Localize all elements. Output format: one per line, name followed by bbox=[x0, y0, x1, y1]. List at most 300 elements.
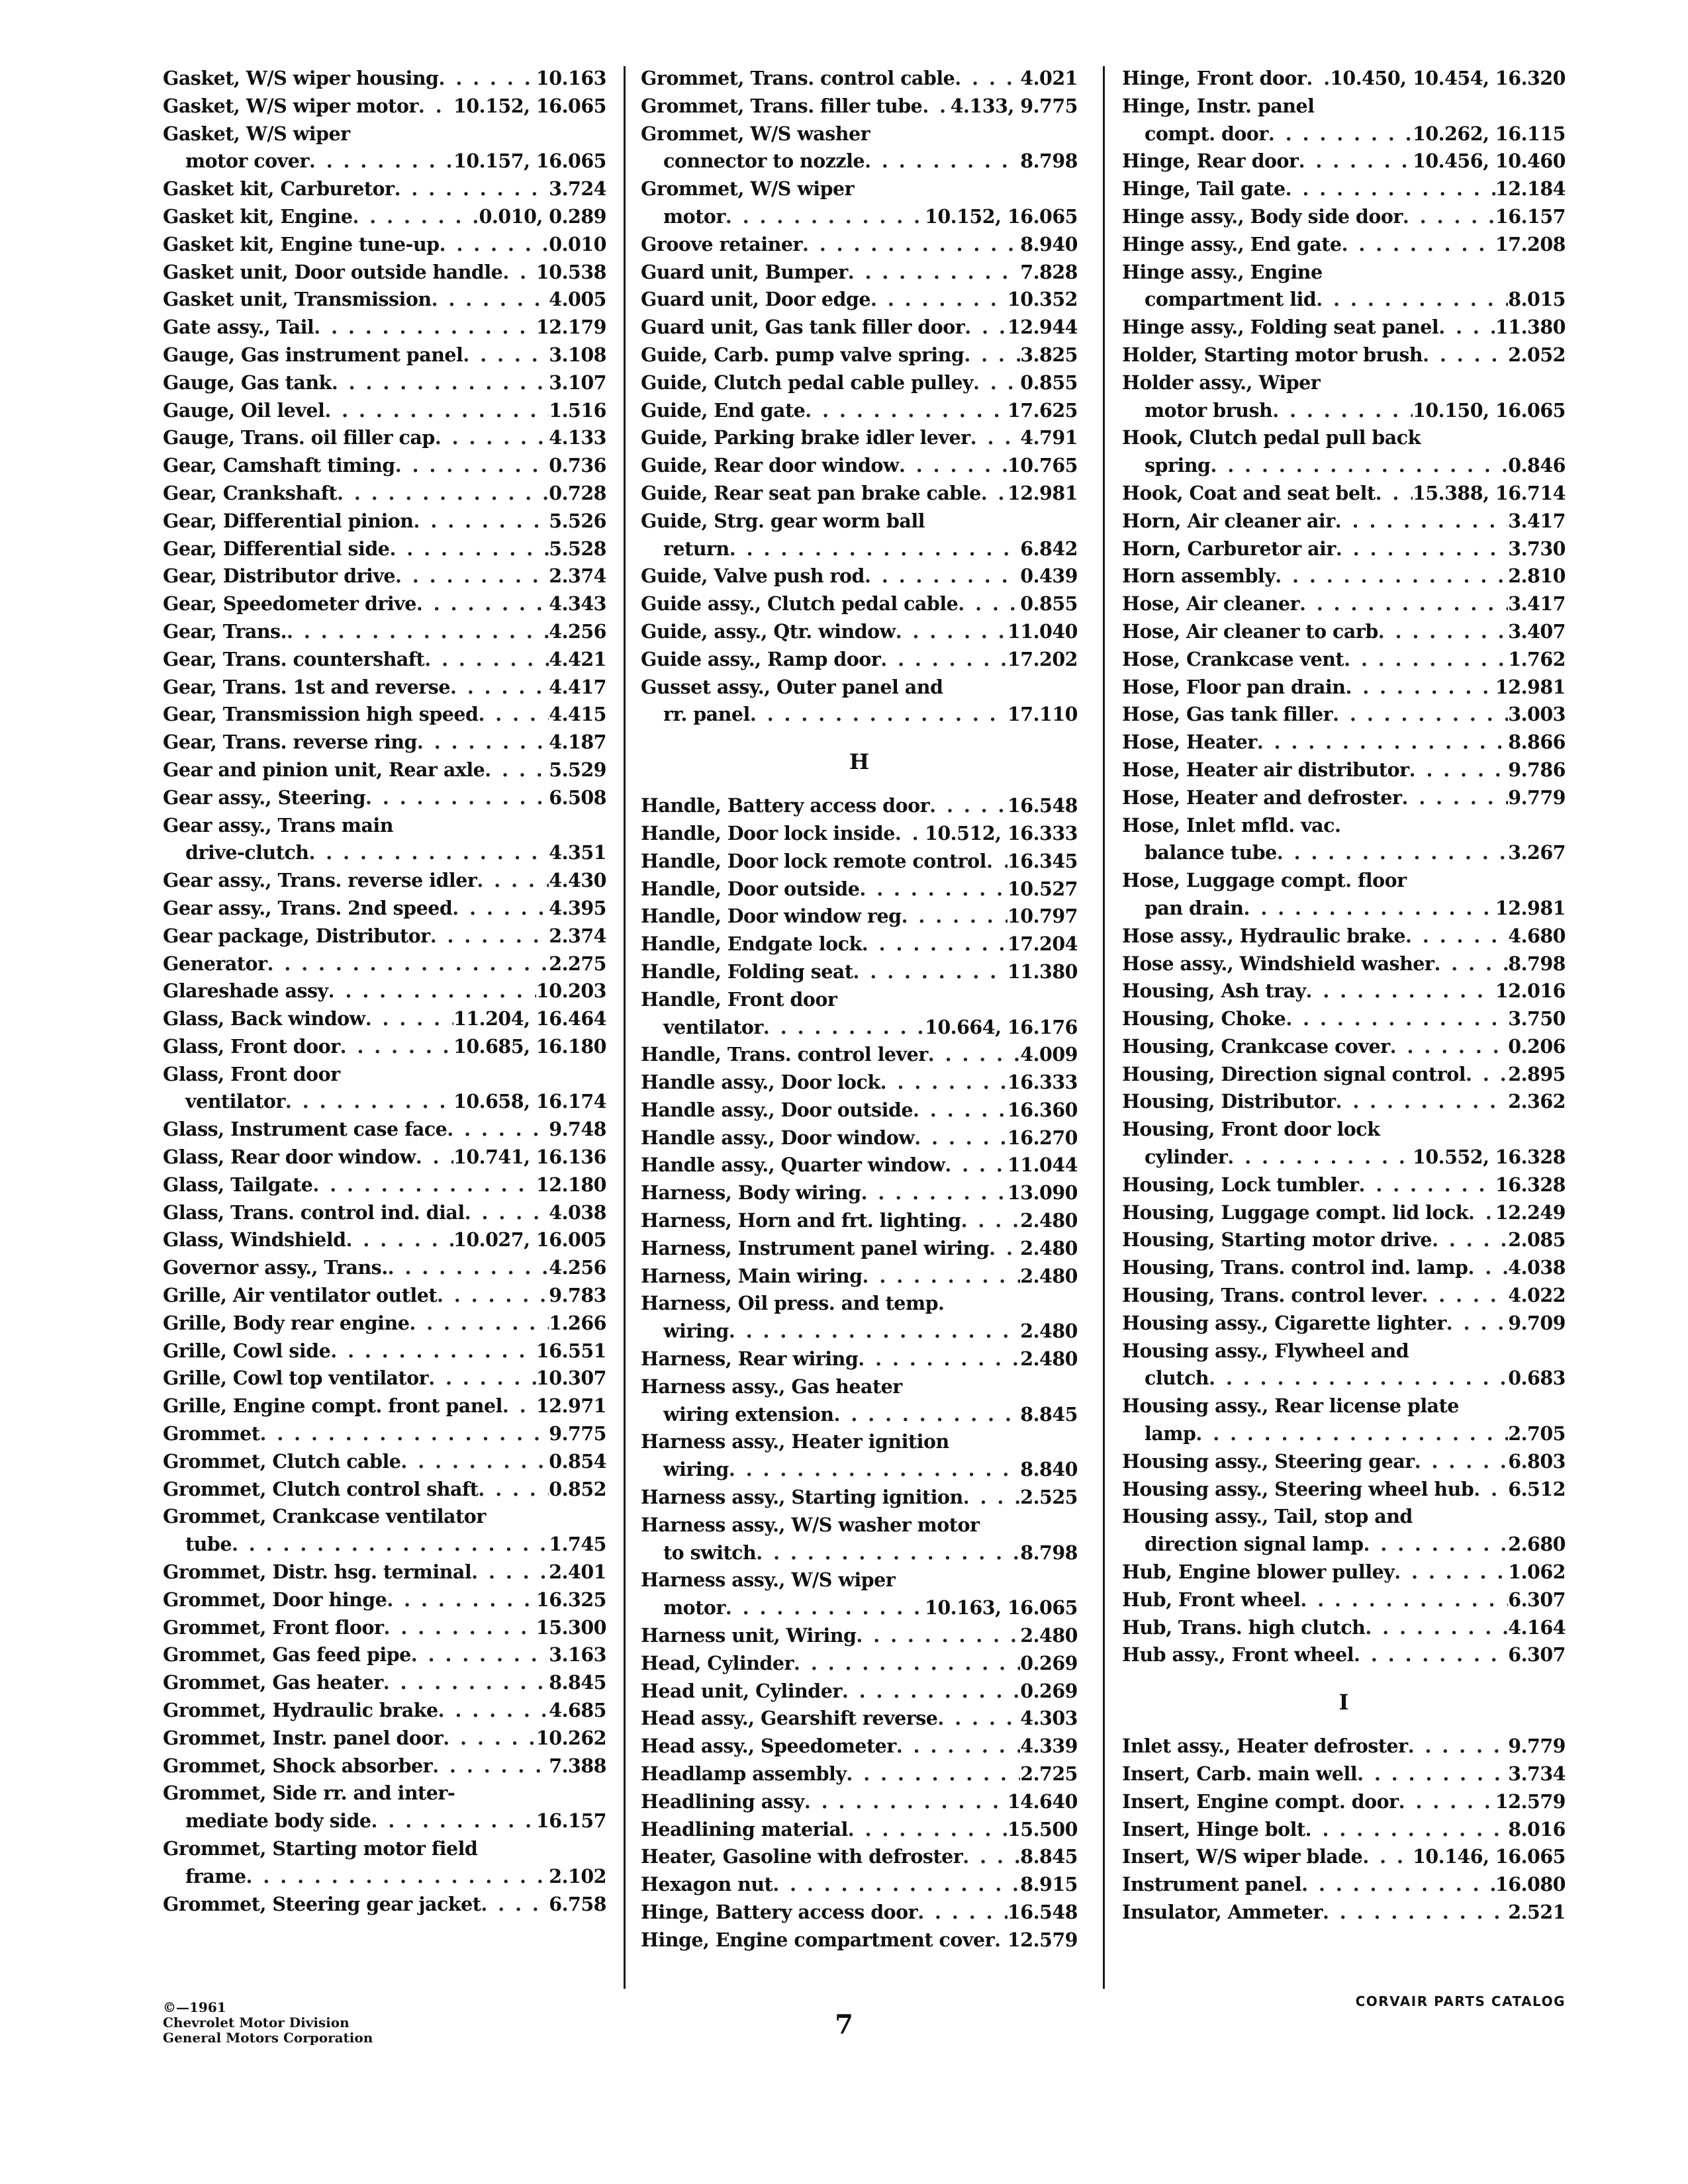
entry-reference-number: 11.380 bbox=[1495, 316, 1566, 339]
entry-part-name: Guide, End gate bbox=[641, 398, 806, 422]
entry-part-name: Grommet, Distr. hsg. terminal bbox=[163, 1561, 472, 1584]
entry-line bbox=[1122, 563, 1566, 590]
entry-reference-number: 17.202 bbox=[1007, 647, 1078, 670]
dot-leader bbox=[929, 792, 1008, 820]
entry-part-name: Handle assy., Door lock bbox=[641, 1071, 880, 1094]
entry-part-name: lamp bbox=[1145, 1422, 1196, 1445]
dot-leader bbox=[1354, 1641, 1508, 1669]
dot-leader bbox=[440, 231, 549, 259]
entry-line bbox=[641, 1484, 1078, 1512]
entry-reference-number: 5.529 bbox=[549, 758, 606, 781]
entry-line bbox=[641, 65, 1078, 93]
entry-reference-number: 10.741, 16.136 bbox=[453, 1146, 606, 1169]
entry-part-name: Grommet, Crankcase ventilator bbox=[163, 1505, 486, 1528]
dot-leader bbox=[312, 1171, 536, 1199]
entry-reference-number: 2.480 bbox=[1020, 1347, 1078, 1371]
dot-leader bbox=[400, 1448, 549, 1476]
entry-reference-number: 10.203 bbox=[536, 979, 606, 1003]
dot-leader bbox=[395, 175, 549, 203]
entry-part-name: Handle, Door window reg bbox=[641, 905, 902, 928]
index-entry bbox=[163, 341, 606, 369]
entry-reference-number: 8.798 bbox=[1508, 952, 1566, 975]
entry-line bbox=[163, 508, 606, 535]
entry-reference-number: 2.085 bbox=[1508, 1228, 1566, 1251]
entry-reference-number: 4.022 bbox=[1508, 1284, 1566, 1307]
entry-line bbox=[163, 397, 606, 425]
entry-reference-number: 4.351 bbox=[549, 841, 606, 864]
entry-part-name: Gear, Distributor drive bbox=[163, 565, 396, 588]
entry-part-name: Head assy., Speedometer bbox=[641, 1735, 896, 1758]
index-entry bbox=[163, 1226, 606, 1254]
entry-part-name: Guide, assy., Qtr. window bbox=[641, 619, 896, 643]
entry-line bbox=[163, 1144, 606, 1171]
entry-reference-number: 3.003 bbox=[1508, 703, 1566, 726]
index-entry bbox=[1122, 1733, 1566, 1760]
entry-line bbox=[1122, 1338, 1566, 1365]
entry-part-name: Hose, Heater air distributor bbox=[1122, 758, 1409, 781]
entry-part-name: clutch bbox=[1145, 1367, 1209, 1390]
entry-part-name: Grommet, Side rr. and inter- bbox=[163, 1782, 455, 1805]
entry-reference-number: 3.417 bbox=[1508, 509, 1566, 532]
dot-leader bbox=[1342, 231, 1495, 259]
entry-part-name: Housing assy., Tail, stop and bbox=[1122, 1505, 1413, 1528]
dot-leader bbox=[1466, 1061, 1508, 1089]
entry-line bbox=[1122, 480, 1566, 508]
entry-part-name: Hub assy., Front wheel bbox=[1122, 1643, 1354, 1666]
entry-line bbox=[1122, 535, 1566, 563]
dot-leader bbox=[804, 1788, 1008, 1816]
entry-reference-number: 10.658, 16.174 bbox=[453, 1090, 606, 1113]
entry-line bbox=[163, 1780, 606, 1807]
entry-part-name: Head assy., Gearshift reverse bbox=[641, 1707, 938, 1730]
entry-part-name: Harness, Body wiring bbox=[641, 1181, 861, 1205]
entry-part-name: return bbox=[663, 537, 729, 560]
index-entry bbox=[163, 120, 606, 176]
dot-leader bbox=[340, 1033, 453, 1061]
entry-part-name: Grommet, Starting motor field bbox=[163, 1837, 478, 1860]
index-entry bbox=[163, 203, 606, 231]
dot-leader bbox=[955, 65, 1020, 93]
section-letter-heading: I bbox=[1338, 1690, 1349, 1715]
index-entry bbox=[1122, 369, 1566, 425]
entry-part-name: Gear, Camshaft timing bbox=[163, 454, 395, 477]
entry-part-name: Insert, Carb. main well bbox=[1122, 1762, 1358, 1786]
index-entry bbox=[1122, 1476, 1566, 1504]
entry-line bbox=[163, 1282, 606, 1310]
entry-part-name: Insert, Hinge bolt bbox=[1122, 1817, 1305, 1841]
entry-continuation-line bbox=[1122, 1144, 1566, 1171]
entry-continuation-line bbox=[641, 1539, 1078, 1567]
dot-leader bbox=[428, 1365, 536, 1392]
entry-part-name: Insulator, Ammeter bbox=[1122, 1901, 1323, 1923]
dot-leader bbox=[452, 895, 549, 923]
entry-part-name: Handle, Endgate lock bbox=[641, 933, 862, 956]
entry-reference-number: 4.256 bbox=[549, 619, 606, 643]
entry-reference-number: 3.107 bbox=[549, 371, 606, 394]
entry-line bbox=[163, 452, 606, 480]
entry-line bbox=[1122, 231, 1566, 259]
entry-part-name: drive-clutch bbox=[185, 841, 309, 864]
entry-line bbox=[641, 120, 1078, 148]
entry-part-name: direction signal lamp bbox=[1145, 1533, 1364, 1556]
dot-leader bbox=[388, 1254, 549, 1282]
entry-part-name: Harness unit, Wiring bbox=[641, 1624, 857, 1647]
index-entry bbox=[641, 674, 1078, 729]
dot-leader bbox=[1394, 1559, 1508, 1586]
entry-line bbox=[641, 986, 1078, 1014]
copyright-line: ©—1961 bbox=[163, 1999, 226, 2015]
entry-line bbox=[1122, 1641, 1566, 1669]
dot-leader bbox=[328, 978, 536, 1005]
entry-part-name: Insert, W/S wiper blade bbox=[1122, 1845, 1363, 1868]
index-entry bbox=[163, 1033, 606, 1061]
entry-continuation-line bbox=[163, 1088, 606, 1116]
dot-leader bbox=[1333, 701, 1508, 729]
dot-leader bbox=[794, 1650, 1020, 1678]
index-entry bbox=[163, 1254, 606, 1282]
entry-line bbox=[163, 1061, 606, 1089]
dot-leader bbox=[964, 341, 1020, 369]
entry-part-name: Hinge, Rear door bbox=[1122, 150, 1299, 173]
entry-part-name: Housing assy., Steering wheel hub bbox=[1122, 1477, 1474, 1500]
entry-part-name: Grommet, W/S wiper bbox=[641, 177, 855, 201]
index-entry bbox=[163, 1282, 606, 1310]
index-entry bbox=[641, 480, 1078, 508]
entry-reference-number: 2.705 bbox=[1508, 1422, 1566, 1445]
page-number: 7 bbox=[835, 2009, 853, 2040]
dot-leader bbox=[763, 1014, 925, 1042]
entry-part-name: Gear assy., Trans. 2nd speed bbox=[163, 896, 453, 919]
index-entry bbox=[1122, 950, 1566, 978]
entry-reference-number: 9.779 bbox=[1508, 786, 1566, 809]
index-entry bbox=[641, 1760, 1078, 1788]
entry-reference-number: 1.516 bbox=[549, 398, 606, 422]
entry-reference-number: 2.374 bbox=[549, 924, 606, 947]
entry-part-name: Housing, Crankcase cover bbox=[1122, 1034, 1390, 1058]
entry-line bbox=[641, 618, 1078, 646]
index-entry bbox=[1122, 1899, 1566, 1927]
index-entry bbox=[1122, 1843, 1566, 1871]
entry-line bbox=[1122, 1310, 1566, 1338]
entry-line bbox=[1122, 646, 1566, 674]
entry-part-name: Insert, Engine compt. door bbox=[1122, 1790, 1399, 1813]
column-divider bbox=[1103, 66, 1105, 1989]
index-entry bbox=[641, 508, 1078, 563]
entry-line bbox=[641, 1263, 1078, 1291]
entry-reference-number: 2.525 bbox=[1020, 1486, 1078, 1509]
entry-line bbox=[163, 978, 606, 1005]
entry-line bbox=[641, 1788, 1078, 1816]
index-entry bbox=[163, 397, 606, 425]
entry-reference-number: 11.380 bbox=[1007, 960, 1078, 983]
dot-leader bbox=[1359, 1171, 1495, 1199]
entry-line bbox=[1122, 729, 1566, 756]
dot-leader bbox=[1446, 1310, 1508, 1338]
entry-line bbox=[1122, 203, 1566, 231]
entry-reference-number: 4.187 bbox=[549, 731, 606, 754]
entry-line bbox=[641, 1622, 1078, 1650]
entry-line bbox=[1122, 1899, 1566, 1927]
entry-part-name: Grommet, Clutch control shaft bbox=[163, 1477, 479, 1500]
entry-reference-number: 2.480 bbox=[1020, 1624, 1078, 1647]
index-entry bbox=[1122, 175, 1566, 203]
entry-reference-number: 11.044 bbox=[1007, 1154, 1078, 1177]
entry-line bbox=[641, 1843, 1078, 1871]
entry-part-name: Guide, Strg. gear worm ball bbox=[641, 509, 925, 532]
entry-reference-number: 7.388 bbox=[549, 1754, 606, 1777]
index-entry bbox=[1122, 729, 1566, 756]
entry-part-name: Housing assy., Flywheel and bbox=[1122, 1339, 1409, 1362]
entry-line bbox=[1122, 701, 1566, 729]
index-entry bbox=[163, 175, 606, 203]
index-entry bbox=[641, 1097, 1078, 1124]
dot-leader bbox=[986, 848, 1008, 876]
entry-line bbox=[641, 1207, 1078, 1235]
entry-part-name: Headlining material bbox=[641, 1817, 848, 1841]
dot-leader bbox=[1300, 1586, 1508, 1614]
entry-part-name: Grommet, Front floor bbox=[163, 1615, 384, 1639]
entry-part-name: Grommet, Instr. panel door bbox=[163, 1726, 444, 1749]
dot-leader bbox=[1336, 535, 1508, 563]
index-entry bbox=[1122, 1816, 1566, 1844]
entry-reference-number: 3.750 bbox=[1508, 1007, 1566, 1030]
index-entry bbox=[163, 480, 606, 508]
dot-leader bbox=[463, 341, 549, 369]
entry-line bbox=[1122, 1061, 1566, 1089]
index-entry bbox=[641, 1152, 1078, 1179]
entry-line bbox=[641, 1816, 1078, 1844]
entry-reference-number: 10.664, 16.176 bbox=[925, 1015, 1078, 1038]
entry-reference-number: 0.855 bbox=[1020, 592, 1078, 615]
entry-line bbox=[163, 756, 606, 784]
dot-leader bbox=[1474, 1476, 1508, 1504]
entry-part-name: Hose assy., Hydraulic brake bbox=[1122, 924, 1405, 947]
entry-line bbox=[641, 876, 1078, 903]
entry-part-name: Hexagon nut bbox=[641, 1873, 773, 1896]
entry-line bbox=[163, 784, 606, 812]
entry-part-name: Hinge, Battery access door bbox=[641, 1901, 918, 1923]
dot-leader bbox=[346, 1226, 453, 1254]
dot-leader bbox=[1335, 508, 1508, 535]
entry-line bbox=[1122, 1614, 1566, 1642]
entry-reference-number: 10.765 bbox=[1007, 454, 1078, 477]
dot-leader bbox=[1438, 314, 1495, 341]
dot-leader bbox=[989, 1235, 1020, 1263]
dot-leader bbox=[387, 1586, 536, 1614]
index-entry bbox=[641, 1650, 1078, 1678]
dot-leader bbox=[1306, 65, 1330, 93]
copyright-line: General Motors Corporation bbox=[163, 2030, 373, 2046]
dot-leader bbox=[435, 424, 549, 452]
dot-leader bbox=[409, 1310, 549, 1338]
entry-line bbox=[641, 820, 1078, 848]
entry-line bbox=[641, 424, 1078, 452]
entry-line bbox=[641, 1179, 1078, 1207]
index-entry bbox=[641, 93, 1078, 120]
entry-line bbox=[163, 646, 606, 674]
entry-part-name: Instrument panel bbox=[1122, 1873, 1302, 1896]
dot-leader bbox=[1434, 950, 1508, 978]
entry-line bbox=[641, 563, 1078, 590]
index-entry bbox=[1122, 424, 1566, 480]
dot-leader bbox=[1299, 148, 1413, 175]
entry-line bbox=[641, 1041, 1078, 1069]
dot-leader bbox=[1299, 590, 1508, 618]
entry-line bbox=[1122, 756, 1566, 784]
entry-reference-number: 4.685 bbox=[549, 1699, 606, 1722]
index-entry bbox=[163, 1503, 606, 1559]
entry-continuation-line bbox=[163, 148, 606, 175]
entry-reference-number: 16.548 bbox=[1007, 794, 1078, 817]
index-entry bbox=[641, 1816, 1078, 1844]
dot-leader bbox=[352, 203, 479, 231]
entry-reference-number: 12.249 bbox=[1495, 1201, 1566, 1224]
dot-leader bbox=[285, 1088, 453, 1116]
entry-part-name: Housing, Front door lock bbox=[1122, 1118, 1380, 1141]
dot-leader bbox=[395, 563, 549, 590]
dot-leader bbox=[729, 1456, 1020, 1484]
entry-part-name: Gear, Differential pinion bbox=[163, 509, 414, 532]
entry-reference-number: 1.266 bbox=[549, 1311, 606, 1334]
entry-part-name: Gauge, Oil level bbox=[163, 398, 325, 422]
index-entry bbox=[641, 1927, 1078, 1954]
entry-part-name: Gasket, W/S wiper bbox=[163, 122, 350, 145]
index-entry bbox=[641, 1290, 1078, 1345]
entry-reference-number: 8.845 bbox=[1020, 1402, 1078, 1426]
index-entry bbox=[163, 1835, 606, 1891]
entry-reference-number: 4.005 bbox=[549, 288, 606, 311]
dot-leader bbox=[963, 1484, 1021, 1512]
index-entry bbox=[163, 1559, 606, 1586]
entry-line bbox=[163, 1420, 606, 1448]
dot-leader bbox=[834, 1401, 1021, 1429]
entry-reference-number: 10.157, 16.065 bbox=[453, 150, 606, 173]
entry-part-name: Guide assy., Ramp door bbox=[641, 647, 881, 670]
entry-line bbox=[1122, 508, 1566, 535]
index-entry bbox=[163, 1420, 606, 1448]
entry-line bbox=[1122, 93, 1566, 120]
index-entry bbox=[641, 1871, 1078, 1899]
entry-line bbox=[163, 674, 606, 702]
index-entry bbox=[163, 1697, 606, 1725]
index-entry bbox=[1122, 1392, 1566, 1448]
dot-leader bbox=[502, 1392, 536, 1420]
entry-continuation-line bbox=[641, 1401, 1078, 1429]
dot-leader bbox=[961, 1207, 1021, 1235]
entry-part-name: Glass, Instrument case face bbox=[163, 1118, 447, 1141]
entry-part-name: Gear, Trans. reverse ring bbox=[163, 731, 417, 754]
entry-part-name: Gasket unit, Door outside handle bbox=[163, 260, 503, 283]
entry-line bbox=[641, 341, 1078, 369]
entry-line bbox=[641, 508, 1078, 535]
dot-leader bbox=[330, 1338, 536, 1365]
entry-reference-number: 4.133 bbox=[549, 426, 606, 449]
entry-part-name: Guard unit, Bumper bbox=[641, 260, 848, 283]
entry-part-name: Gear package, Distributor bbox=[163, 924, 430, 947]
entry-line bbox=[163, 1586, 606, 1614]
entry-line bbox=[163, 1033, 606, 1061]
dot-leader bbox=[1272, 397, 1413, 425]
entry-reference-number: 16.325 bbox=[536, 1588, 606, 1611]
entry-part-name: Housing, Distributor bbox=[1122, 1090, 1336, 1113]
entry-part-name: Gasket unit, Transmission bbox=[163, 288, 432, 311]
index-entry bbox=[163, 1171, 606, 1199]
index-entry bbox=[1122, 1061, 1566, 1089]
index-entry bbox=[163, 1448, 606, 1476]
entry-part-name: Gear assy., Trans main bbox=[163, 813, 393, 837]
entry-part-name: Guide, Valve push rod bbox=[641, 565, 865, 588]
entry-reference-number: 6.307 bbox=[1508, 1643, 1566, 1666]
copyright-line: Chevrolet Motor Division bbox=[163, 2015, 350, 2030]
entry-part-name: wiring bbox=[663, 1458, 729, 1481]
dot-leader bbox=[1399, 1788, 1495, 1816]
entry-part-name: Gauge, Gas tank bbox=[163, 371, 332, 394]
dot-leader bbox=[773, 1871, 1020, 1899]
index-column-2 bbox=[641, 65, 1078, 1954]
index-entry bbox=[1122, 1871, 1566, 1899]
dot-leader bbox=[865, 148, 1020, 175]
entry-reference-number: 16.270 bbox=[1007, 1126, 1078, 1149]
entry-reference-number: 9.748 bbox=[549, 1118, 606, 1141]
entry-reference-number: 4.164 bbox=[1508, 1615, 1566, 1639]
entry-part-name: Gasket, W/S wiper housing bbox=[163, 67, 439, 89]
entry-line bbox=[1122, 1788, 1566, 1816]
entry-part-name: Headlining assy bbox=[641, 1790, 804, 1813]
entry-continuation-line bbox=[641, 535, 1078, 563]
entry-part-name: tube bbox=[185, 1533, 232, 1556]
entry-reference-number: 16.328 bbox=[1495, 1173, 1566, 1196]
entry-line bbox=[641, 1428, 1078, 1456]
entry-reference-number: 10.685, 16.180 bbox=[453, 1034, 606, 1058]
index-entry bbox=[163, 1144, 606, 1171]
entry-part-name: Head unit, Cylinder bbox=[641, 1679, 842, 1702]
entry-reference-number: 6.307 bbox=[1508, 1588, 1566, 1611]
entry-line bbox=[1122, 923, 1566, 950]
dot-leader bbox=[895, 820, 925, 848]
dot-leader bbox=[750, 701, 1008, 729]
index-entry bbox=[641, 1124, 1078, 1152]
index-entry bbox=[641, 1567, 1078, 1622]
entry-reference-number: 2.480 bbox=[1020, 1236, 1078, 1259]
entry-reference-number: 2.052 bbox=[1508, 343, 1566, 366]
index-entry bbox=[1122, 784, 1566, 812]
dot-leader bbox=[365, 1005, 453, 1033]
entry-line bbox=[641, 848, 1078, 876]
entry-line bbox=[163, 867, 606, 895]
entry-line bbox=[1122, 812, 1566, 840]
index-entry bbox=[1122, 1199, 1566, 1227]
index-entry bbox=[641, 563, 1078, 590]
index-entry bbox=[163, 563, 606, 590]
entry-part-name: Grille, Body rear engine bbox=[163, 1311, 410, 1334]
entry-part-name: Gear, Trans. countershaft bbox=[163, 647, 425, 670]
entry-part-name: Harness, Horn and frt. lighting bbox=[641, 1209, 961, 1232]
entry-reference-number: 10.152, 16.065 bbox=[925, 205, 1078, 228]
dot-leader bbox=[729, 535, 1020, 563]
entry-reference-number: 10.538 bbox=[536, 260, 606, 283]
index-entry bbox=[163, 424, 606, 452]
dot-leader bbox=[246, 1863, 549, 1891]
entry-line bbox=[1122, 867, 1566, 895]
entry-part-name: Glass, Front door bbox=[163, 1062, 340, 1085]
entry-reference-number: 1.062 bbox=[1508, 1561, 1566, 1584]
index-entry bbox=[1122, 1282, 1566, 1310]
entry-line bbox=[163, 618, 606, 646]
index-entry bbox=[1122, 1641, 1566, 1669]
entry-reference-number: 2.401 bbox=[549, 1561, 606, 1584]
entry-part-name: Handle, Battery access door bbox=[641, 794, 930, 817]
entry-part-name: Hinge assy., End gate bbox=[1122, 232, 1342, 255]
